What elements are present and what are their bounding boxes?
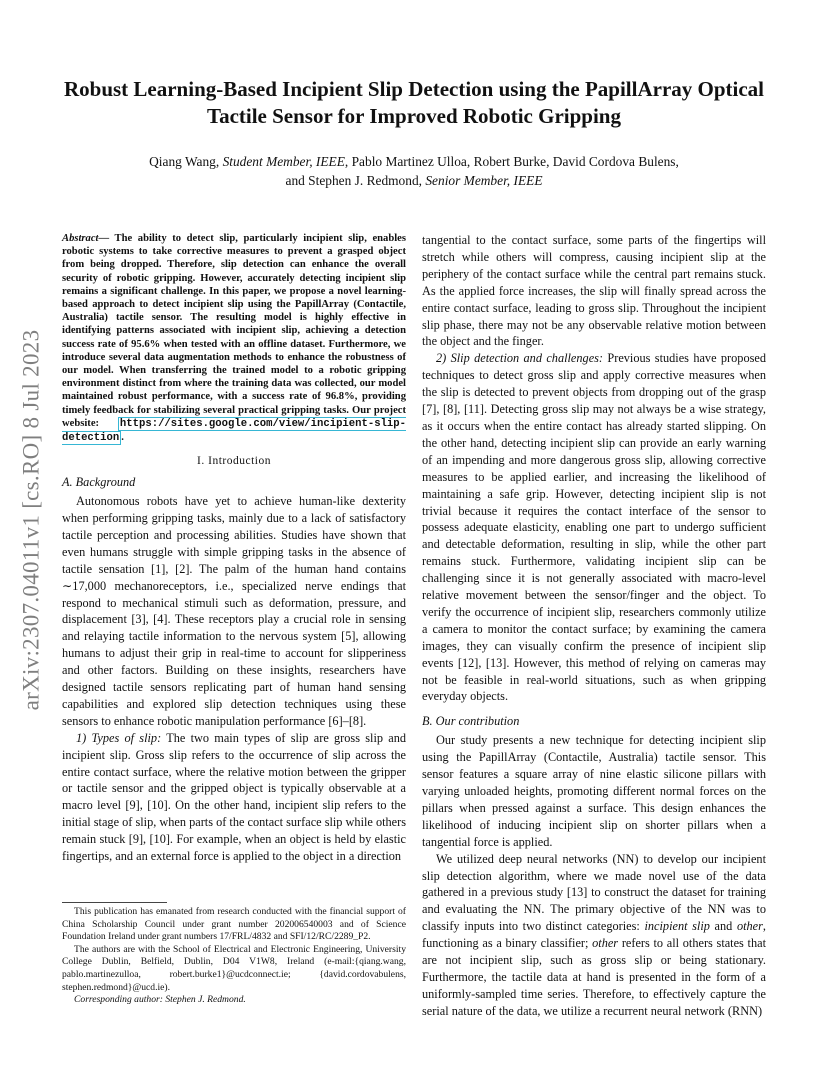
contribution-text-a: We utilized deep neural networks (NN) to develop our incipient slip detection algorithm, where we made novel use of the data gathered in a previous study [13] to construct the dataset for training and evaluating the NN. The primary objective of the NN was to classify inputs into two distinct categories: — [422, 851, 766, 934]
author-6: and Stephen J. Redmond, — [285, 173, 422, 188]
types-of-slip-paragraph — [62, 730, 406, 865]
footnote-divider — [62, 902, 167, 903]
contribution-text-d: refers to all others states that are not incipient slip, such as gross slip or being stationary. Furthermore, the tactile data at hand is presented in the form of a uniformly-sampled time series. Therefore, to effectively capture the serial nature of the data, we utilize a recurrent neural network (RNN) — [422, 936, 766, 1018]
footnote-funding: This publication has emanated from research conducted with the financial support of China Scholarship Council under grant number 202006540003 and of Science Foundation Ireland under grant numbers 17/FRL/4832 and SFI/12/RC/2289_P2. — [62, 906, 406, 943]
footnote-affiliation: The authors are with the School of Electrical and Electronic Engineering, University College Dublin, Belfield, Dublin, D04 V1W8, Ireland (e-mail:{qiang.wang, pablo.martinezulloa, robert.burke1}@ucdconnect.ie; {david.cordovabulens, stephen.redmond}@ucd.ie). — [62, 943, 406, 993]
types-of-slip-heading: 1) Types of slip: — [76, 730, 162, 745]
arxiv-stamp — [11, 280, 51, 760]
author-1: Qiang Wang, — [149, 154, 220, 169]
incipient-slip-continuation: tangential to the contact surface, some parts of the fingertips will stretch while others will compress, causing incipient slip at the periphery of the contact surface while the central part remains stuck. As the applied force increases, the slip will finally spread across the entire contact surface, leading to gross slip. Throughout the incipient slip phase, there may not be any observable relative motion between the object and the finger. — [422, 233, 766, 349]
contribution-text-c: , functioning as a binary classifier; — [422, 919, 766, 951]
footnote-corresponding-author: Corresponding author: Stephen J. Redmond. — [74, 994, 246, 1006]
subsection-background-heading: A. Background — [62, 475, 136, 490]
slip-detection-paragraph — [422, 350, 766, 705]
slip-detection-heading: 2) Slip detection and challenges: — [436, 351, 604, 366]
footnotes — [62, 906, 406, 1007]
author-list — [80, 152, 748, 190]
types-of-slip-text: The two main types of slip are gross slip and incipient slip. Gross slip refers to the occurrence of slip across the entire contact surface, where the relative motion between the gripper or tactile sensor and the gripped object is typically observable at a macro level [9], [10]. On the other hand, incipient slip refers to the initial stage of slip, when parts of the contact surface slip while others remain stuck [9], [10]. For example, when an object is held by elastic fingertips, and an external force is applied to the object in a direction — [62, 730, 407, 864]
subsection-contribution-heading: B. Our contribution — [422, 714, 520, 729]
abstract-lead: Abstract — [62, 233, 99, 244]
author-1-role: Student Member, IEEE — [222, 154, 345, 169]
author-6-role: Senior Member, IEEE — [425, 173, 543, 188]
left-column — [62, 232, 406, 865]
section-introduction-heading: I. Introduction — [197, 455, 271, 468]
abstract-text: — The ability to detect slip, particularly incipient slip, enables robotic systems to take corrective measures to prevent a grasped object from being dropped. Therefore, slip detection can enhance the overall security of robotic gripping. However, accurately detecting incipient slip remains a significant challenge. In this paper, we propose a novel learning-based approach to detect incipient slip using the PapillArray (Contactile, Australia) tactile sensor. The resulting model is highly effective in identifying patterns associated with incipient slip, achieving a detection success rate of 95.6% when tested with an offline dataset. Furthermore, we introduce several data augmentation methods to enhance the robustness of our model. When transferring the trained model to a robotic gripping environment distinct from where the training data was collected, our model maintained robust performance, with a success rate of 96.8%, providing timely feedback for stabilizing several practical gripping tasks. Our project website: — [62, 233, 406, 429]
paper-title: Robust Learning-Based Incipient Slip Detection using the PapillArray Optical Tactile Sensor for Improved Robotic Gripping — [63, 77, 765, 128]
abstract-end: . — [121, 432, 124, 444]
term-incipient-slip: incipient slip — [644, 919, 710, 934]
contribution-paragraph-2 — [422, 851, 766, 1020]
contribution-text-b: and — [709, 919, 737, 934]
project-website-link[interactable]: https://sites.google.com/view/incipient-slip-detection — [62, 417, 406, 445]
author-2-5: , Pablo Martinez Ulloa, Robert Burke, David Cordova Bulens, — [344, 154, 679, 169]
term-other-2: other — [592, 936, 619, 951]
abstract — [62, 232, 406, 445]
right-column — [422, 232, 766, 1020]
term-other: other — [736, 919, 763, 934]
contribution-paragraph-1: Our study presents a new technique for detecting incipient slip using the PapillArray (Contactile, Australia) tactile sensor. This sensor features a square array of nine elastic silicone pillars with varying unloaded heights, promoting different normal forces on the pillars when pressed against a surface. This design enhances the likelihood of inducing incipient slip on shorter pillars when a tangential force is applied. — [422, 733, 766, 849]
arxiv-stamp-text: arXiv:2307.04011v1 [cs.RO] 8 Jul 2023 — [18, 329, 43, 711]
slip-detection-text: Previous studies have proposed techniques to detect gross slip and apply corrective measures when the slip is detected to prevent objects from dropping out of the grasp [7], [8], [11]. Detecting gross slip may not always be a wise strategy, as it occurs when the entire contact has already started slipping. On the other hand, detecting incipient slip can provide an early warning of an impending and more dangerous gross slip, allowing corrective measures to be applied earlier, and increasing the likelihood of maintaining a safe grip. However, detecting incipient slip is not trivial because it requires the contact interface of the sensor to possess adequate elasticity, enabling one part to undergo sufficient and detectable deformation, resulting in slip, while the other part remains stuck. Furthermore, validating incipient slip can be challenging since it is not generally associated with macro-level relative movement between the sensor/finger and the object. To verify the occurrence of incipient slip, researchers commonly utilize a camera to monitor the contact surface; by examining the camera images, they can visually confirm the presence of incipient slip events [12], [13]. However, this method of relying on cameras may not be feasible in real-world situations, such as when gripping everyday objects. — [422, 351, 766, 704]
background-paragraph-1: Autonomous robots have yet to achieve human-like dexterity when performing gripping tasks, mainly due to a lack of satisfactory tactile perception and processing abilities. Studies have shown that even humans struggle with simple gripping tasks in the absence of tactile sensation [1], [2]. The palm of the human hand contains ∼17,000 mechanoreceptors, i.e., specialized nerve endings that respond to mechanical stimuli such as deformation, pressure, and displacement [3], [4]. These receptors play a crucial role in sensing and relaying tactile information to the nervous system [5], allowing humans to adjust their grip in real-time to account for slipperiness and other factors. Building on these insights, researchers have designed tactile sensors replicating part of human hand sensing capabilities and explored slip detection techniques using these sensors to enhance robotic manipulation performance [6]–[8]. — [62, 494, 406, 728]
